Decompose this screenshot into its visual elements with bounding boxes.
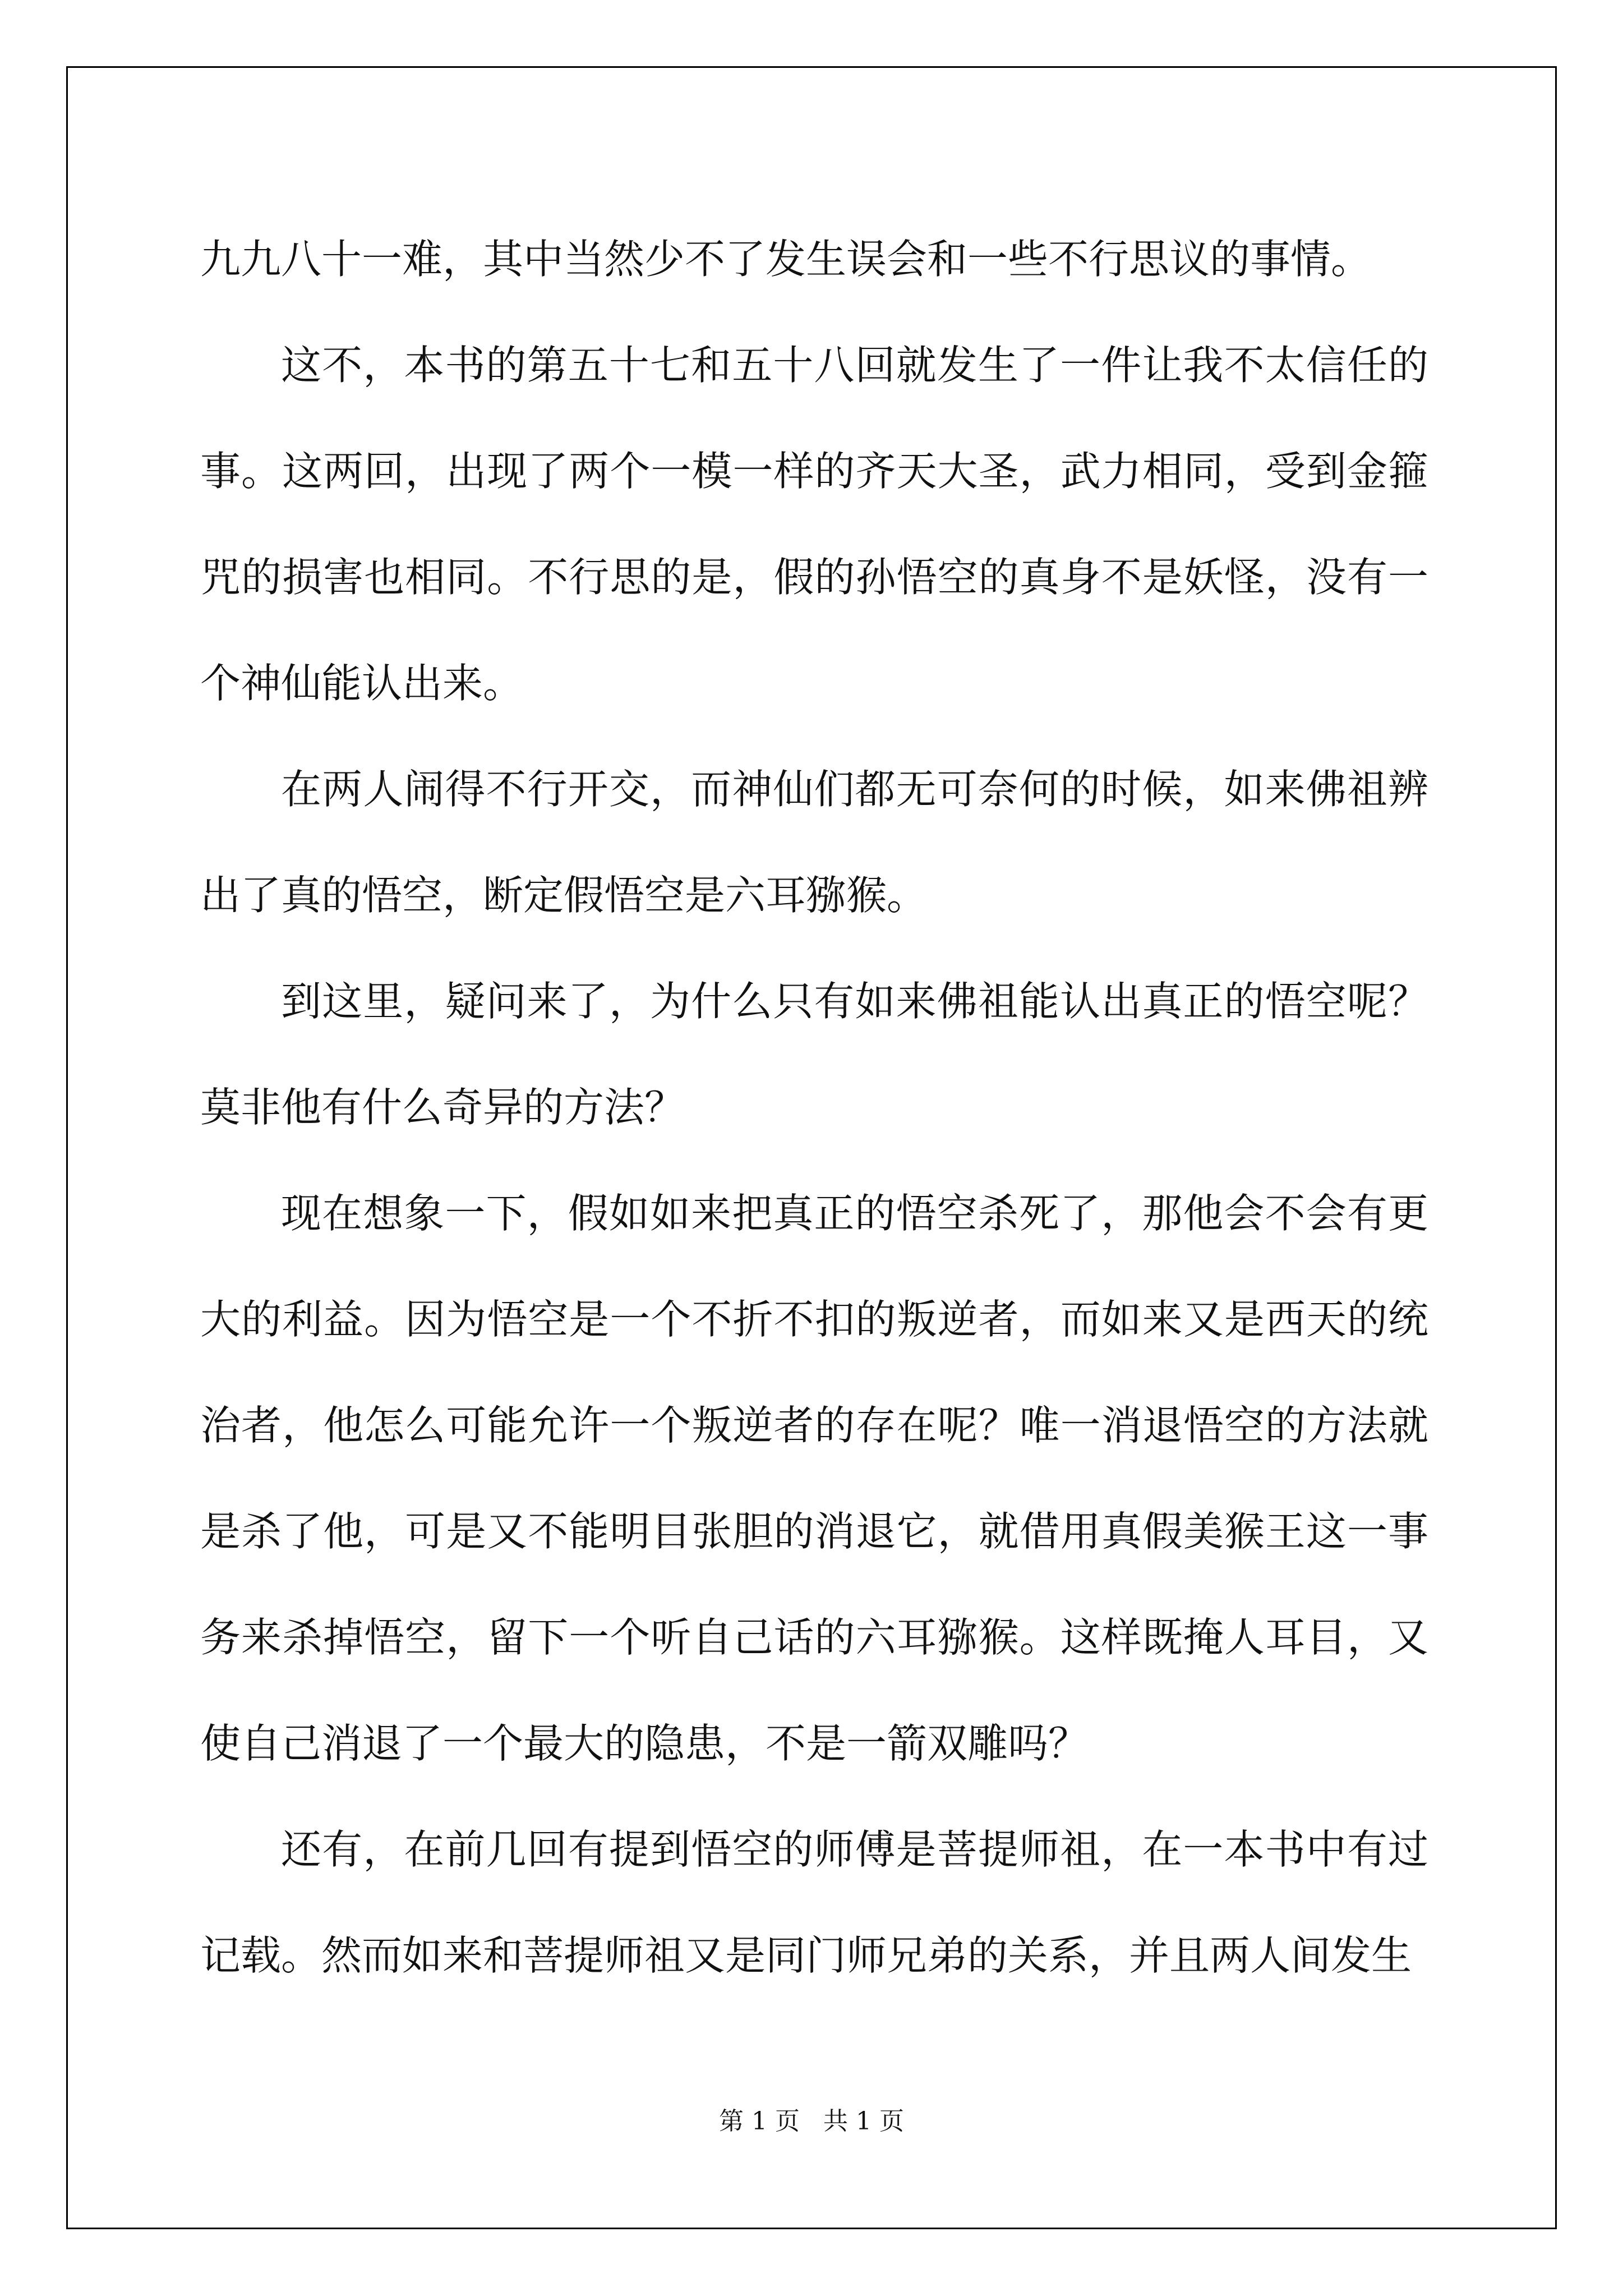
paragraph: 还有，在前几回有提到悟空的师傅是菩提师祖，在一本书中有过记载。然而如来和菩提师祖又是同门师兄弟的关系，并且两人间发生 (200, 1826, 1428, 1979)
paragraph: 现在想象一下，假如如来把真正的悟空杀死了，那他会不会有更大的利益。因为悟空是一个不折不扣的叛逆者，而如来又是西天的统治者，他怎么可能允许一个叛逆者的存在呢？唯一消退悟空的方法就是杀了他，可是又不能明目张胆的消退它，就借用真假美猴王这一事务来杀掉悟空，留下一个听自己话的六耳猕猴。这样既掩人耳目，又使自己消退了一个最大的隐患，不是一箭双雕吗？ (200, 1190, 1428, 1767)
paragraph: 这不，本书的第五十七和五十八回就发生了一件让我不太信任的事。这两回，出现了两个一模一样的齐天大圣，武力相同，受到金箍咒的损害也相同。不行思的是，假的孙悟空的真身不是妖怪，没有一个神仙能认出来。 (200, 342, 1428, 707)
paragraph: 到这里，疑问来了，为什么只有如来佛祖能认出真正的悟空呢？莫非他有什么奇异的方法？ (200, 978, 1428, 1131)
paragraph: 九九八十一难，其中当然少不了发生误会和一些不行思议的事情。 (200, 236, 1372, 283)
paragraph: 在两人闹得不行开交，而神仙们都无可奈何的时候，如来佛祖辨出了真的悟空，断定假悟空是六耳猕猴。 (200, 766, 1428, 919)
document-body (200, 206, 1428, 2009)
page-footer: 第 1 页 共 1 页 (719, 2107, 904, 2136)
